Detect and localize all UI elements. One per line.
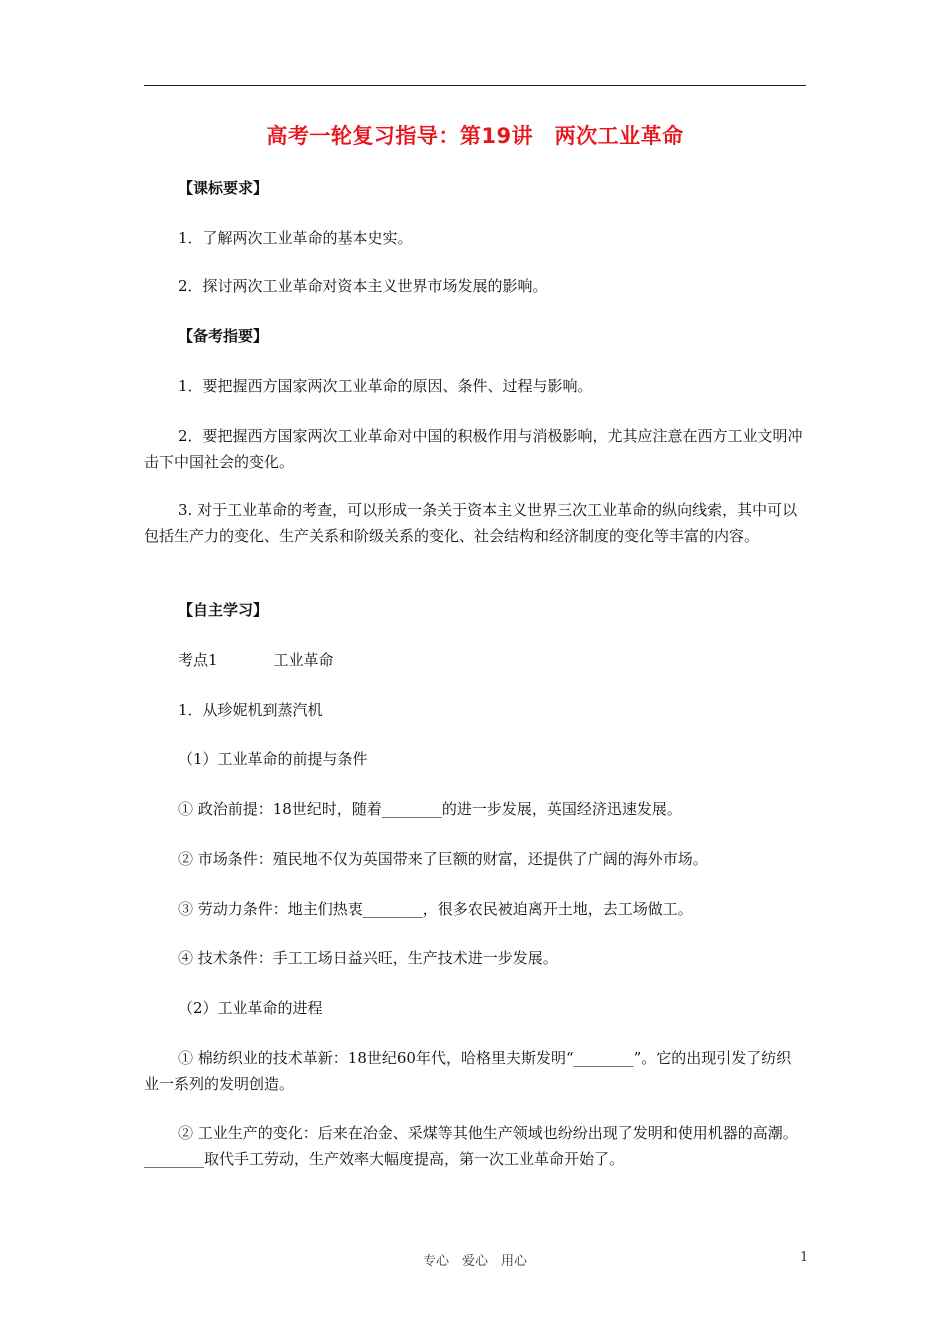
page-footer: 专心 爱心 用心 — [422, 1254, 527, 1269]
condition-item: ① 政治前提：18世纪时，随着________的进一步发展，英国经济迅速发展。 — [178, 800, 682, 818]
kaodian-label: 考点1 — [178, 651, 218, 669]
subheading: （2）工业革命的进程 — [178, 999, 323, 1017]
curriculum-item: 1．了解两次工业革命的基本史实。 — [178, 229, 413, 247]
document-title: 高考一轮复习指导：第19讲 两次工业革命 — [266, 124, 684, 148]
condition-item: ④ 技术条件：手工工场日益兴旺，生产技术进一步发展。 — [178, 949, 558, 967]
condition-item: ② 市场条件：殖民地不仅为英国带来了巨额的财富，还提供了广阔的海外市场。 — [178, 850, 708, 868]
prep-item: 2．要把握西方国家两次工业革命对中国的积极作用与消极影响，尤其应注意在西方工业文明冲击下中国社会的变化。 — [144, 427, 803, 471]
kaodian-topic: 工业革命 — [273, 651, 334, 669]
header-rule — [144, 85, 806, 86]
subheading: 1．从珍妮机到蒸汽机 — [178, 701, 323, 719]
process-item: ② 工业生产的变化：后来在冶金、采煤等其他生产领域也纷纷出现了发明和使用机器的高潮。________取代手工劳动，生产效率大幅度提高，第一次工业革命开始了。 — [144, 1124, 798, 1168]
prep-item: 1．要把握西方国家两次工业革命的原因、条件、过程与影响。 — [178, 377, 593, 395]
subheading: （1）工业革命的前提与条件 — [178, 750, 368, 768]
kaodian-line — [144, 647, 806, 673]
prep-item: 3. 对于工业革命的考查，可以形成一条关于资本主义世界三次工业革命的纵向线索，其中可以包括生产力的变化、生产关系和阶级关系的变化、社会结构和经济制度的变化等丰富的内容。 — [144, 501, 798, 545]
process-item: ① 棉纺织业的技术革新：18世纪60年代，哈格里夫斯发明“________”。它的出现引发了纺织业一系列的发明创造。 — [144, 1049, 792, 1093]
section-heading-self-study: 【自主学习】 — [178, 601, 269, 619]
condition-item: ③ 劳动力条件：地主们热衷________，很多农民被迫离开土地，去工场做工。 — [178, 900, 693, 918]
section-heading-curriculum: 【课标要求】 — [178, 179, 269, 197]
page-number: 1 — [800, 1250, 809, 1265]
curriculum-item: 2．探讨两次工业革命对资本主义世界市场发展的影响。 — [178, 277, 548, 295]
section-heading-prep: 【备考指要】 — [178, 327, 269, 345]
